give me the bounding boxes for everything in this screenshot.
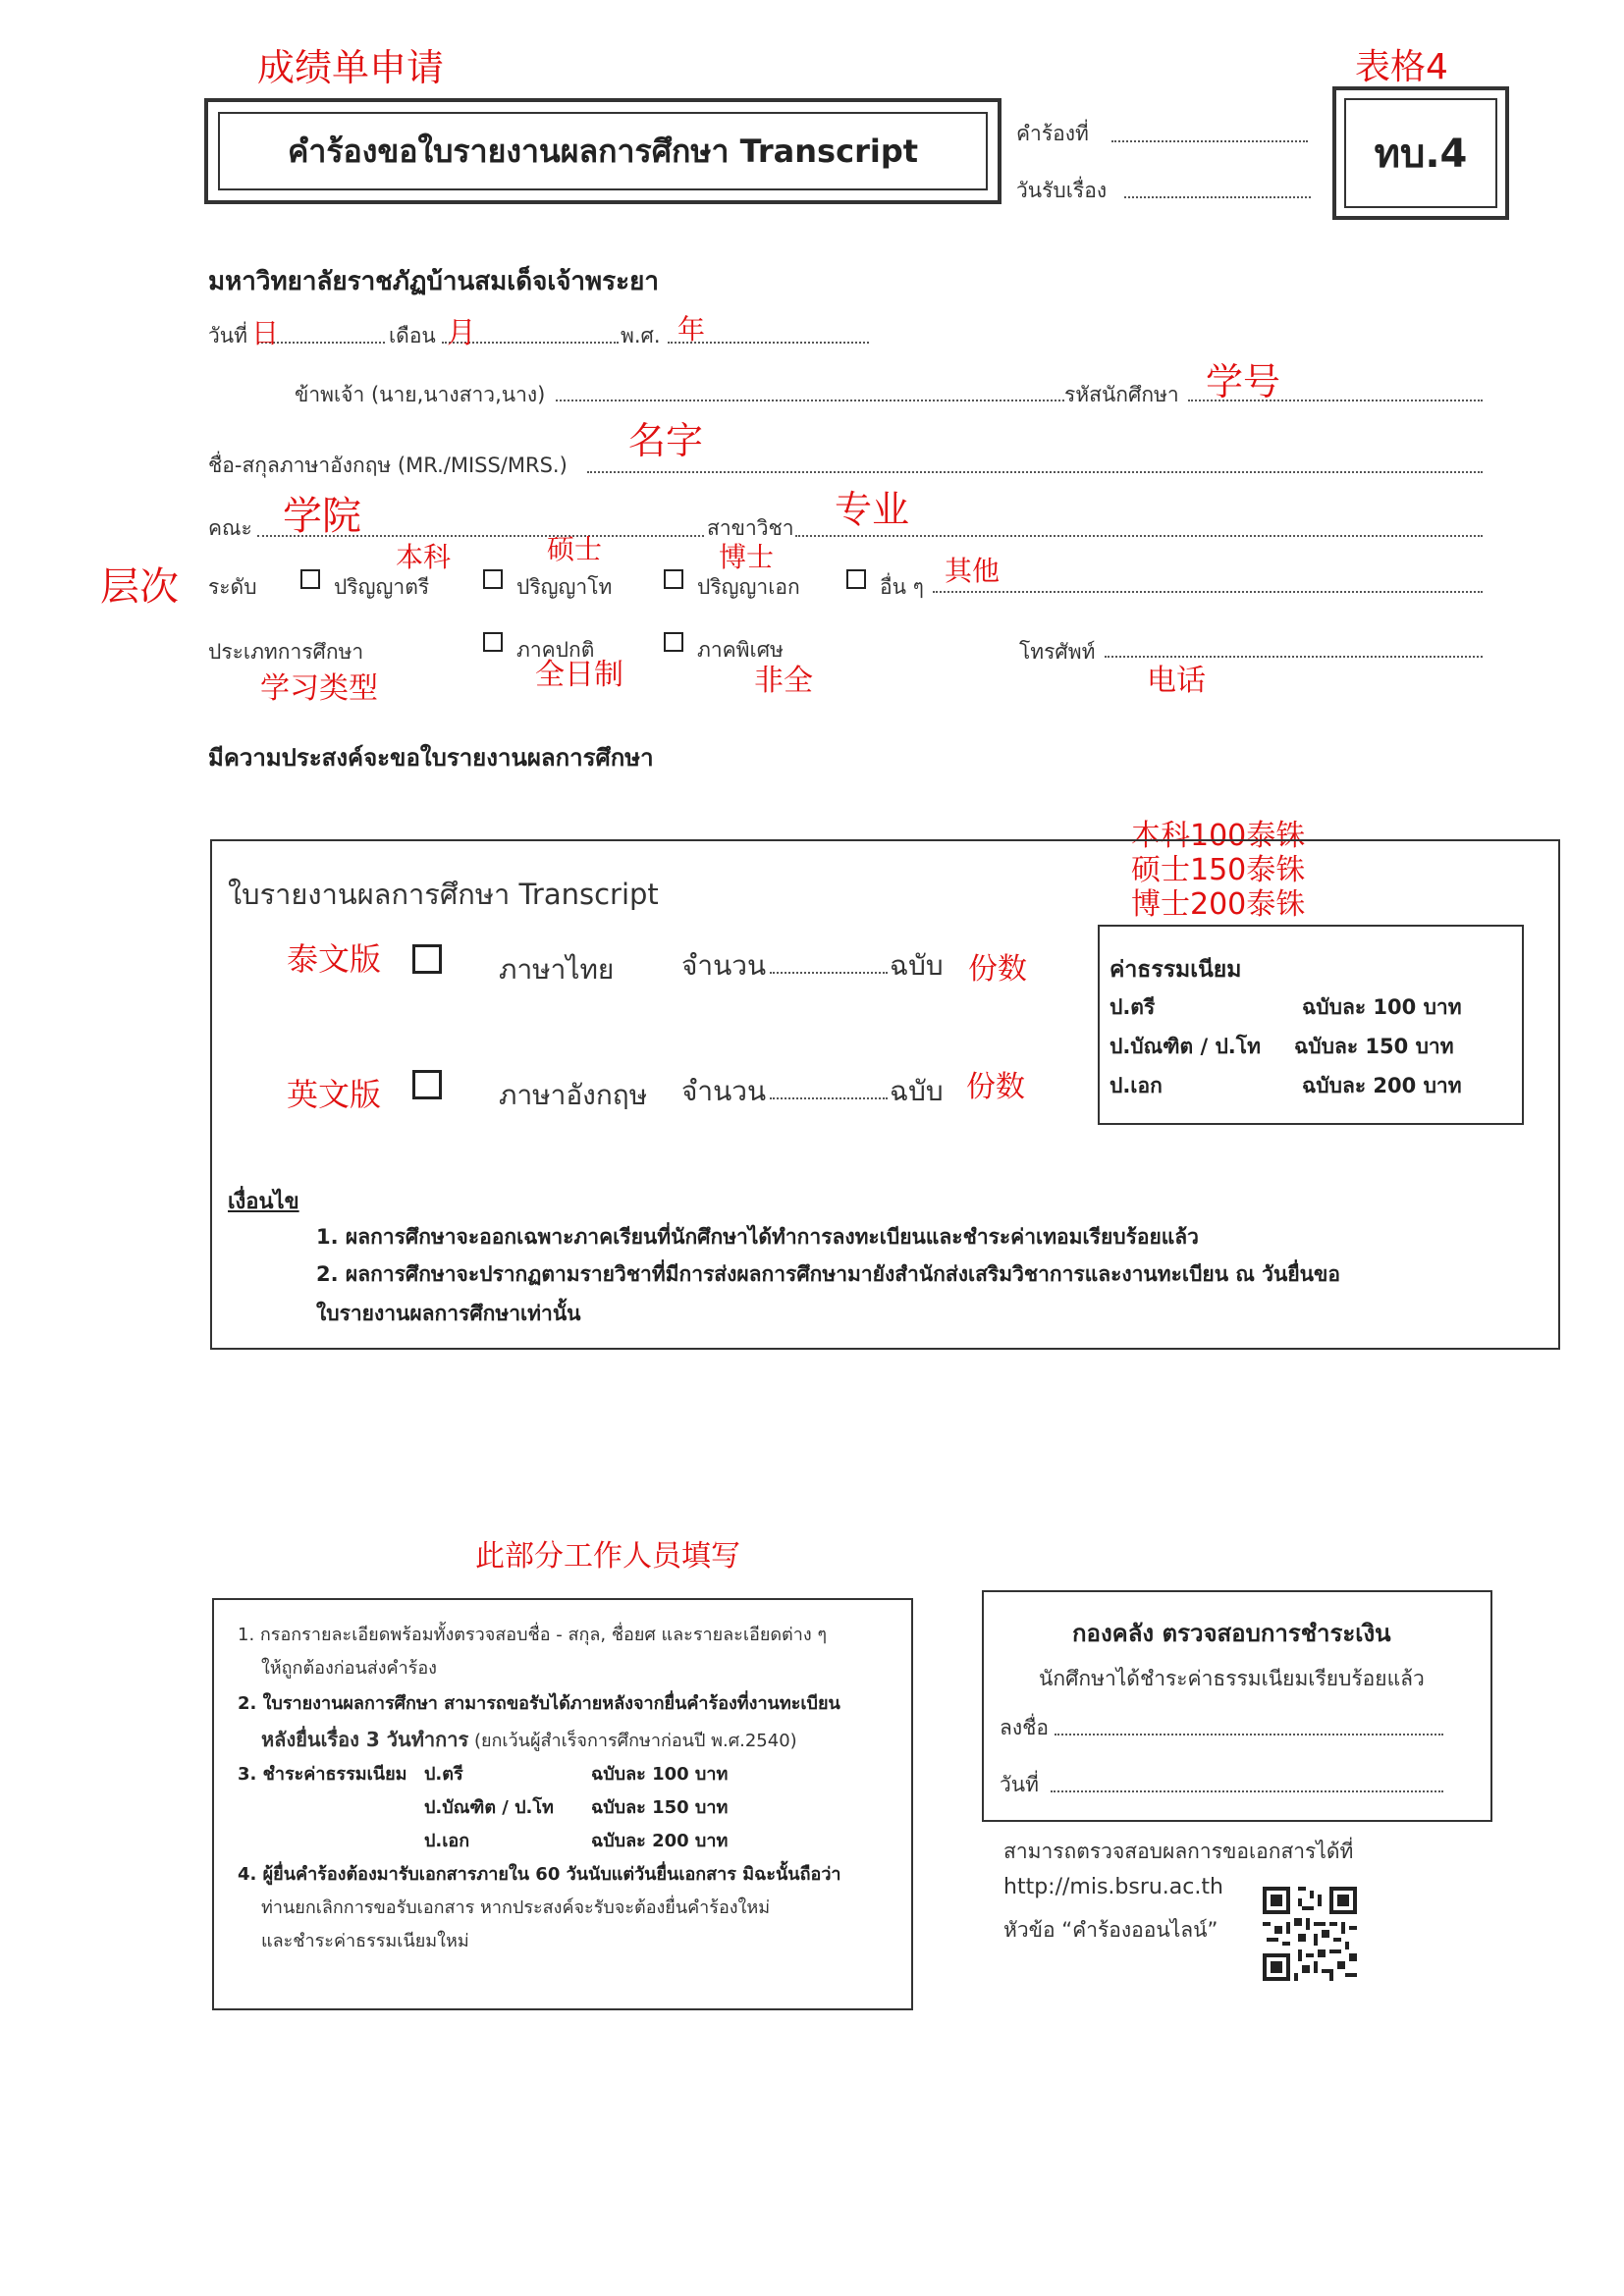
annotation-bachelor: 本科 (396, 541, 452, 573)
note-1: 1. กรอกรายละเอียดพร้อมทั้งตรวจสอบชื่อ - สกุล, ชื่อยศ และรายละเอียดต่าง ๆ (238, 1625, 828, 1645)
annotation-title-cn: 成绩单申请 (257, 46, 445, 89)
english-quantity-label: จำนวน (681, 1075, 767, 1107)
annotation-copies-english: 份数 (966, 1070, 1025, 1104)
english-copy-unit: ฉบับ (890, 1075, 944, 1107)
note-3-price: ฉบับละ 100 บาท (591, 1764, 729, 1785)
phone-label: โทรศัพท์ (1019, 640, 1096, 664)
level-other-field[interactable] (933, 591, 1483, 593)
note-2-rest: (ยกเว้นผู้สำเร็จการศึกษาก่อนปี พ.ศ.2540) (473, 1731, 797, 1751)
thai-name-field[interactable] (556, 400, 1064, 401)
note-3-price: ฉบับละ 200 บาท (591, 1831, 729, 1851)
level-bachelor-checkbox[interactable] (300, 569, 320, 589)
note-2-bold: หลังยื่นเรื่อง 3 วันทำการ (261, 1728, 469, 1751)
level-master-checkbox[interactable] (483, 569, 503, 589)
annotation-student-id: 学号 (1206, 360, 1281, 403)
date-label: วันที่ (208, 324, 247, 347)
level-doctor-label: ปริญญาเอก (697, 575, 800, 599)
student-id-label: รหัสนักศึกษา (1064, 383, 1179, 406)
annotation-major: 专业 (835, 488, 910, 531)
thai-quantity-field[interactable] (770, 972, 888, 974)
fee-level: ป.เอก (1110, 1074, 1163, 1097)
year-label: พ.ศ. (621, 324, 661, 347)
annotation-copies-thai: 份数 (968, 952, 1027, 987)
study-special-checkbox[interactable] (664, 632, 683, 652)
finance-title: กองคลัง ตรวจสอบการชำระเงิน (1072, 1620, 1391, 1647)
annotation-level: 层次 (100, 564, 179, 610)
study-regular-label: ภาคปกติ (516, 638, 595, 662)
annotation-phone: 电话 (1147, 664, 1206, 698)
page-title: คำร้องขอใบรายงานผลการศึกษา Transcript (287, 132, 919, 170)
qr-code-icon (1263, 1887, 1357, 1981)
finance-paid-text: นักศึกษาได้ชำระค่าธรรมเนียมเรียบร้อยแล้ว (1039, 1667, 1425, 1690)
fee-level: ป.บัณฑิต / ป.โท (1110, 1035, 1261, 1058)
note-3-level: ป.บัณฑิต / ป.โท (424, 1797, 554, 1818)
english-quantity-field[interactable] (770, 1097, 888, 1099)
study-regular-checkbox[interactable] (483, 632, 503, 652)
form-code: ทบ.4 (1374, 132, 1468, 177)
request-no-label: คำร้องที่ (1016, 122, 1089, 145)
english-version-checkbox[interactable] (412, 1070, 442, 1099)
thai-version-checkbox[interactable] (412, 944, 442, 974)
condition-2: 2. ผลการศึกษาจะปรากฏตามรายวิชาที่มีการส่งผลการศึกษามายังสำนักส่งเสริมวิชาการและงานทะเบียน ณ วันยื่นขอ (316, 1262, 1340, 1286)
note-4-cont: และชำระค่าธรรมเนียมใหม่ (261, 1931, 469, 1951)
thai-language-label: ภาษาไทย (499, 953, 615, 986)
fee-price: ฉบับละ 200 บาท (1302, 1074, 1462, 1097)
purpose-text: มีความประสงค์จะขอใบรายงานผลการศึกษา (208, 744, 654, 772)
annotation-doctor: 博士 (719, 541, 775, 573)
finance-date-field[interactable] (1051, 1790, 1443, 1792)
title-frame (204, 98, 1001, 204)
fee-price: ฉบับละ 150 บาท (1294, 1035, 1454, 1058)
english-language-label: ภาษาอังกฤษ (499, 1079, 648, 1111)
annotation-name: 名字 (628, 419, 704, 462)
annotation-thai-version: 泰文版 (287, 940, 382, 978)
annotation-other: 其他 (945, 555, 1001, 587)
finance-sign-field[interactable] (1055, 1734, 1443, 1735)
annotation-day: 日 (251, 317, 280, 349)
note-3: 3. ชำระค่าธรรมเนียม (238, 1764, 407, 1785)
note-2: 2. ใบรายงานผลการศึกษา สามารถขอรับได้ภายหลังจากยื่นคำร้องที่งานทะเบียน (238, 1693, 840, 1714)
condition-1: 1. ผลการศึกษาจะออกเฉพาะภาคเรียนที่นักศึกษาได้ทำการลงทะเบียนและชำระค่าเทอมเรียบร้อยแล้ว (316, 1225, 1199, 1249)
condition-2-cont: ใบรายงานผลการศึกษาเท่านั้น (316, 1302, 581, 1325)
annotation-master: 硕士 (547, 533, 603, 565)
online-check-text: สามารถตรวจสอบผลการขอเอกสารได้ที่ (1003, 1840, 1354, 1863)
conditions-title: เงื่อนไข (228, 1190, 299, 1214)
received-date-field[interactable] (1124, 196, 1311, 198)
transcript-box-title: ใบรายงานผลการศึกษา Transcript (228, 878, 659, 911)
major-label: สาขาวิชา (707, 516, 794, 540)
online-topic: หัวข้อ “คำร้องออนไลน์” (1003, 1918, 1218, 1942)
annotation-fee-bachelor: 本科100泰铢 (1131, 819, 1306, 853)
month-label: เดือน (389, 324, 436, 347)
study-type-label: ประเภทการศึกษา (208, 640, 364, 664)
english-name-field[interactable] (587, 471, 1483, 473)
level-label: ระดับ (208, 575, 257, 599)
annotation-staff-only: 此部分工作人员填写 (475, 1539, 740, 1574)
level-other-checkbox[interactable] (846, 569, 866, 589)
annotation-fee-doctor: 博士200泰铢 (1131, 887, 1306, 922)
note-3-level: ป.เอก (424, 1831, 470, 1851)
received-date-label: วันรับเรื่อง (1016, 179, 1108, 202)
major-field[interactable] (795, 535, 1483, 537)
note-3-level: ป.ตรี (424, 1764, 463, 1785)
finance-date-label: วันที่ (1000, 1773, 1039, 1796)
level-doctor-checkbox[interactable] (664, 569, 683, 589)
note-3-price: ฉบับละ 150 บาท (591, 1797, 729, 1818)
university-name: มหาวิทยาลัยราชภัฏบ้านสมเด็จเจ้าพระยา (208, 267, 659, 296)
thai-copy-unit: ฉบับ (890, 949, 944, 982)
note-2-cont (261, 1724, 797, 1755)
fee-price: ฉบับละ 100 บาท (1302, 995, 1462, 1019)
fee-title: ค่าธรรมเนียม (1110, 957, 1242, 983)
i-label: ข้าพเจ้า (นาย,นางสาว,นาง) (295, 383, 546, 406)
study-special-label: ภาคพิเศษ (697, 638, 784, 662)
online-url[interactable]: http://mis.bsru.ac.th (1003, 1875, 1223, 1899)
fee-level: ป.ตรี (1110, 995, 1156, 1019)
annotation-english-version: 英文版 (287, 1076, 382, 1113)
request-no-field[interactable] (1111, 140, 1308, 142)
level-master-label: ปริญญาโท (516, 575, 613, 599)
note-1-cont: ให้ถูกต้องก่อนส่งคำร้อง (261, 1658, 437, 1679)
annotation-month: 月 (447, 316, 476, 350)
note-4-cont: ท่านยกเลิกการขอรับเอกสาร หากประสงค์จะรับจะต้องยื่นคำร้องใหม่ (261, 1897, 771, 1918)
form-code-frame (1332, 86, 1509, 220)
annotation-year: 年 (677, 313, 706, 346)
annotation-form-no-cn: 表格4 (1355, 47, 1448, 87)
annotation-part-time: 非全 (754, 664, 813, 698)
finance-sign-label: ลงชื่อ (1000, 1716, 1049, 1739)
annotation-faculty: 学院 (283, 494, 361, 539)
annotation-full-time: 全日制 (535, 658, 623, 692)
thai-quantity-label: จำนวน (681, 949, 767, 982)
faculty-label: คณะ (208, 516, 252, 540)
annotation-study-type: 学习类型 (260, 671, 378, 706)
english-name-label: ชื่อ-สกุลภาษาอังกฤษ (MR./MISS/MRS.) (208, 454, 568, 477)
note-4: 4. ผู้ยื่นคำร้องต้องมารับเอกสารภายใน 60 วันนับแต่วันยื่นเอกสาร มิฉะนั้นถือว่า (238, 1864, 841, 1885)
level-other-label: อื่น ๆ (880, 575, 924, 599)
annotation-fee-master: 硕士150泰铢 (1131, 853, 1306, 887)
level-bachelor-label: ปริญญาตรี (334, 575, 430, 599)
